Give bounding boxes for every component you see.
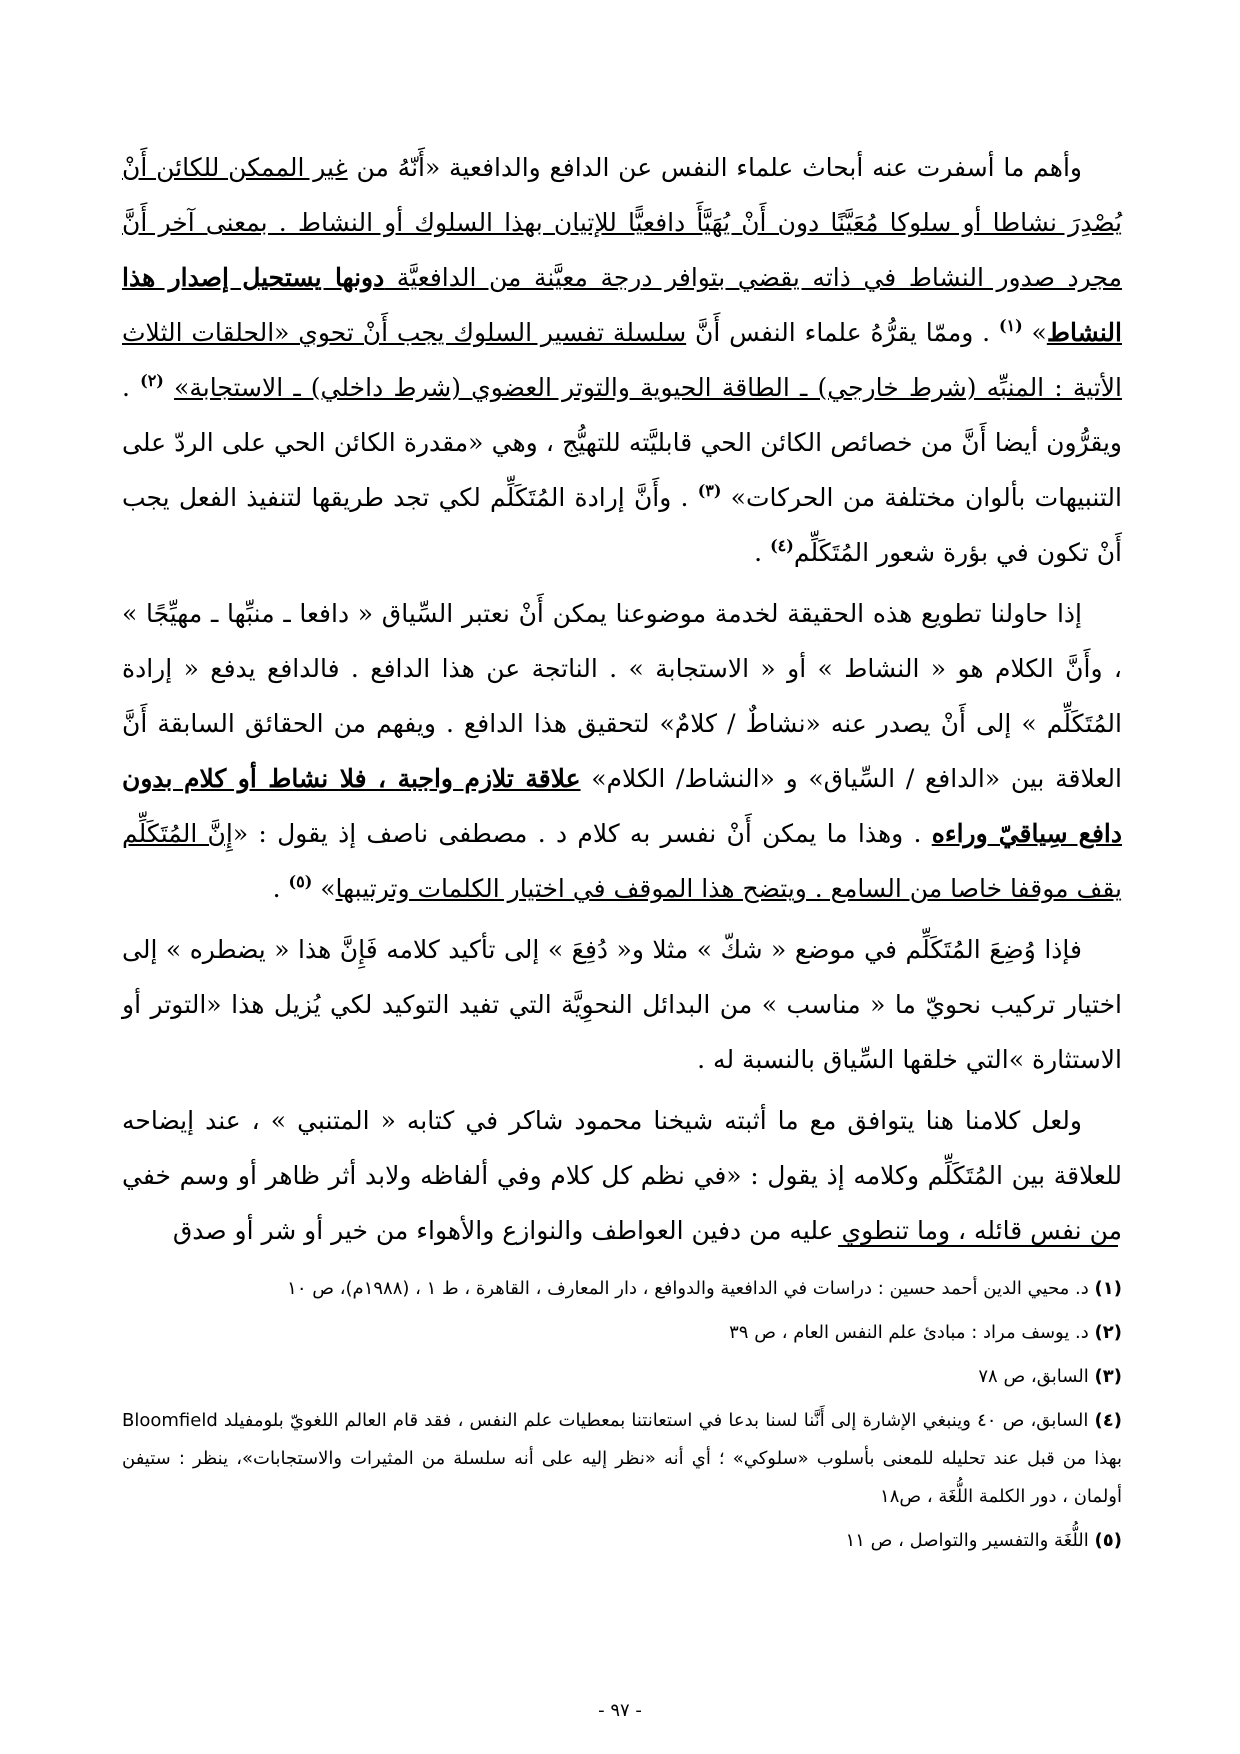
text-segment: دونها يستحيل إصدار هذا النشاط [122, 263, 1122, 347]
paragraph [122, 1093, 1122, 1258]
text-segment [164, 373, 174, 402]
footnote-text: اللُّغَة والتفسير والتواصل ، ص ١١ [845, 1530, 1089, 1551]
text-segment: . وممّا يقرُّهُ علماء النفس أَنَّ [686, 318, 999, 347]
text-segment: . ويقرُّون أيضا أَنَّ من خصائص الكائن الحي قابليَّته للتهيُّج ، وهي «مقدرة الكائن الحي على الردّ على التنبيهات بألوان مختلفة من الحركات» [122, 373, 1122, 512]
footnote-ref: (١) [998, 316, 1023, 335]
text-segment: فإذا وُضِعَ المُتَكَلِّم في موضع « شكّ » مثلا و« دُفِعَ » إلى تأكيد كلامه فَإِنَّ هذا « يضطره » إلى اختيار تركيب نحويّ ما « مناسب » من البدائل النحوِيَّة التي تفيد التوكيد لكي يُزيل هذا «التوتر أو الاستثارة »التي خلقها السِّياق بالنسبة له . [122, 935, 1122, 1074]
footnote [122, 1522, 1122, 1560]
paragraph [122, 140, 1122, 580]
paragraph [122, 922, 1122, 1087]
text-segment: ولعل كلامنا هنا يتوافق مع ما أثبته شيخنا محمود شاكر في كتابه « المتنبي » ، عند إيضاحه للعلاقة بين المُتَكَلِّم وكلامه إذ يقول : «في نظم كل كلام وفي ألفاظه ولابد أثر ظاهر أو وسم خفي من نفس قائله ، وما تنطوي عليه من دفين العواطف والنوازع والأهواء من خير أو شر أو صدق [122, 1106, 1122, 1245]
footnote-number: (٥) [1094, 1530, 1122, 1551]
text-segment: إذا حاولنا تطويع هذه الحقيقة لخدمة موضوعنا يمكن أَنْ نعتبر السِّياق « دافعا ـ منبِّها ـ مهيِّجًا » ، وأَنَّ الكلام هو « النشاط » أو « الاستجابة » . الناتجة عن هذا الدافع . فالدافع يدفع « إرادة المُتَكَلِّم » إلى أَنْ يصدر عنه «نشاطٌ / كلامٌ» لتحقيق هذا الدافع . ويفهم من الحقائق السابقة أَنَّ العلاقة بين «الدافع / السِّياق» و «النشاط/ الكلام» [122, 599, 1122, 793]
text-segment: علاقة تلازم واجبة ، فلا نشاط أو كلام بدون دافع سِياقيّ وراءه [122, 764, 1122, 848]
text-segment: سلسلة تفسير السلوك يجب أَنْ تحوي «الحلقات الثلاث الأتية : المنبِّه (شرط خارجي) ـ الطاقة الحيوية والتوتر العضوي (شرط داخلي) ـ الاستجابة» [122, 318, 1122, 402]
footnote [122, 1314, 1122, 1352]
text-segment: » [312, 874, 336, 903]
text-segment: غير الممكن للكائن أَنْ يُصْدِرَ نشاطا أو سلوكا مُعَيَّنًا دون أَنْ يُهَيَّأَ دافعيًّا للإتيان بهذا السلوك أو النشاط . بمعنى آخر أَنَّ مجرد صدور النشاط في ذاته يقضي بتوافر درجة معيَّنة من الدافعيَّة [122, 153, 1122, 292]
footnote-text: السابق، ص ٧٨ [978, 1366, 1089, 1387]
main-text [122, 140, 1122, 1264]
footnote-ref: (٤) [770, 536, 794, 555]
paragraph [122, 586, 1122, 916]
footnote-text: د. محيي الدين أحمد حسين : دراسات في الدافعية والدوافع ، دار المعارف ، القاهرة ، ط ١ ، (١٩٨٨م)، ص ١٠ [287, 1278, 1089, 1299]
text-segment: وأهم ما أسفرت عنه أبحاث علماء النفس عن الدافع والدافعية «أَنّهُ من [347, 153, 1083, 182]
text-segment: . [272, 874, 289, 903]
footnote-number: (٣) [1094, 1366, 1122, 1387]
text-segment: . وهذا ما يمكن أَنْ نفسر به كلام د . مصطفى ناصف إذ يقول : « [232, 819, 932, 848]
text-segment: إِنَّ المُتَكَلِّم يقف موقفا خاصا من السامع . ويتضح هذا الموقف في اختيار الكلمات وترتيبها [122, 819, 1122, 903]
text-segment: . وأَنَّ إرادة المُتَكَلِّم لكي تجد طريقها لتنفيذ الفعل يجب أَنْ تكون في بؤرة شعور المُتَكَلِّم [122, 483, 1122, 567]
footnote [122, 1270, 1122, 1308]
footnote-ref: (٥) [288, 872, 313, 891]
footnote-text: السابق، ص ٤٠ وينبغي الإشارة إلى أَنَّنا لسنا بدعا في استعانتنا بمعطيات علم النفس ، فقد قام العالم اللغويّ بلومفيلد Bloomfield بهذا من قبل عند تحليله للمعنى بأسلوب «سلوكي» ؛ أي أنه «نظر إليه على أنه سلسلة من المثيرات والاستجابات»، ينظر : ستيفن أولمان ، دور الكلمة اللُّغَة ، ص١٨ [122, 1410, 1122, 1507]
footnote-text: د. يوسف مراد : مبادئ علم النفس العام ، ص ٣٩ [729, 1322, 1089, 1343]
footnote-ref: (٣) [697, 481, 722, 500]
footnote-ref: (٢) [140, 371, 164, 390]
footnote [122, 1402, 1122, 1516]
footnote [122, 1358, 1122, 1396]
footnote-separator [838, 1245, 1118, 1247]
text-segment: » [1022, 318, 1047, 347]
footnotes [122, 1270, 1122, 1566]
footnote-number: (٤) [1094, 1410, 1122, 1431]
page-number: - ٩٧ - [598, 1700, 642, 1721]
footnote-number: (١) [1094, 1278, 1122, 1299]
text-segment: . [754, 538, 771, 567]
footnote-number: (٢) [1094, 1322, 1122, 1343]
